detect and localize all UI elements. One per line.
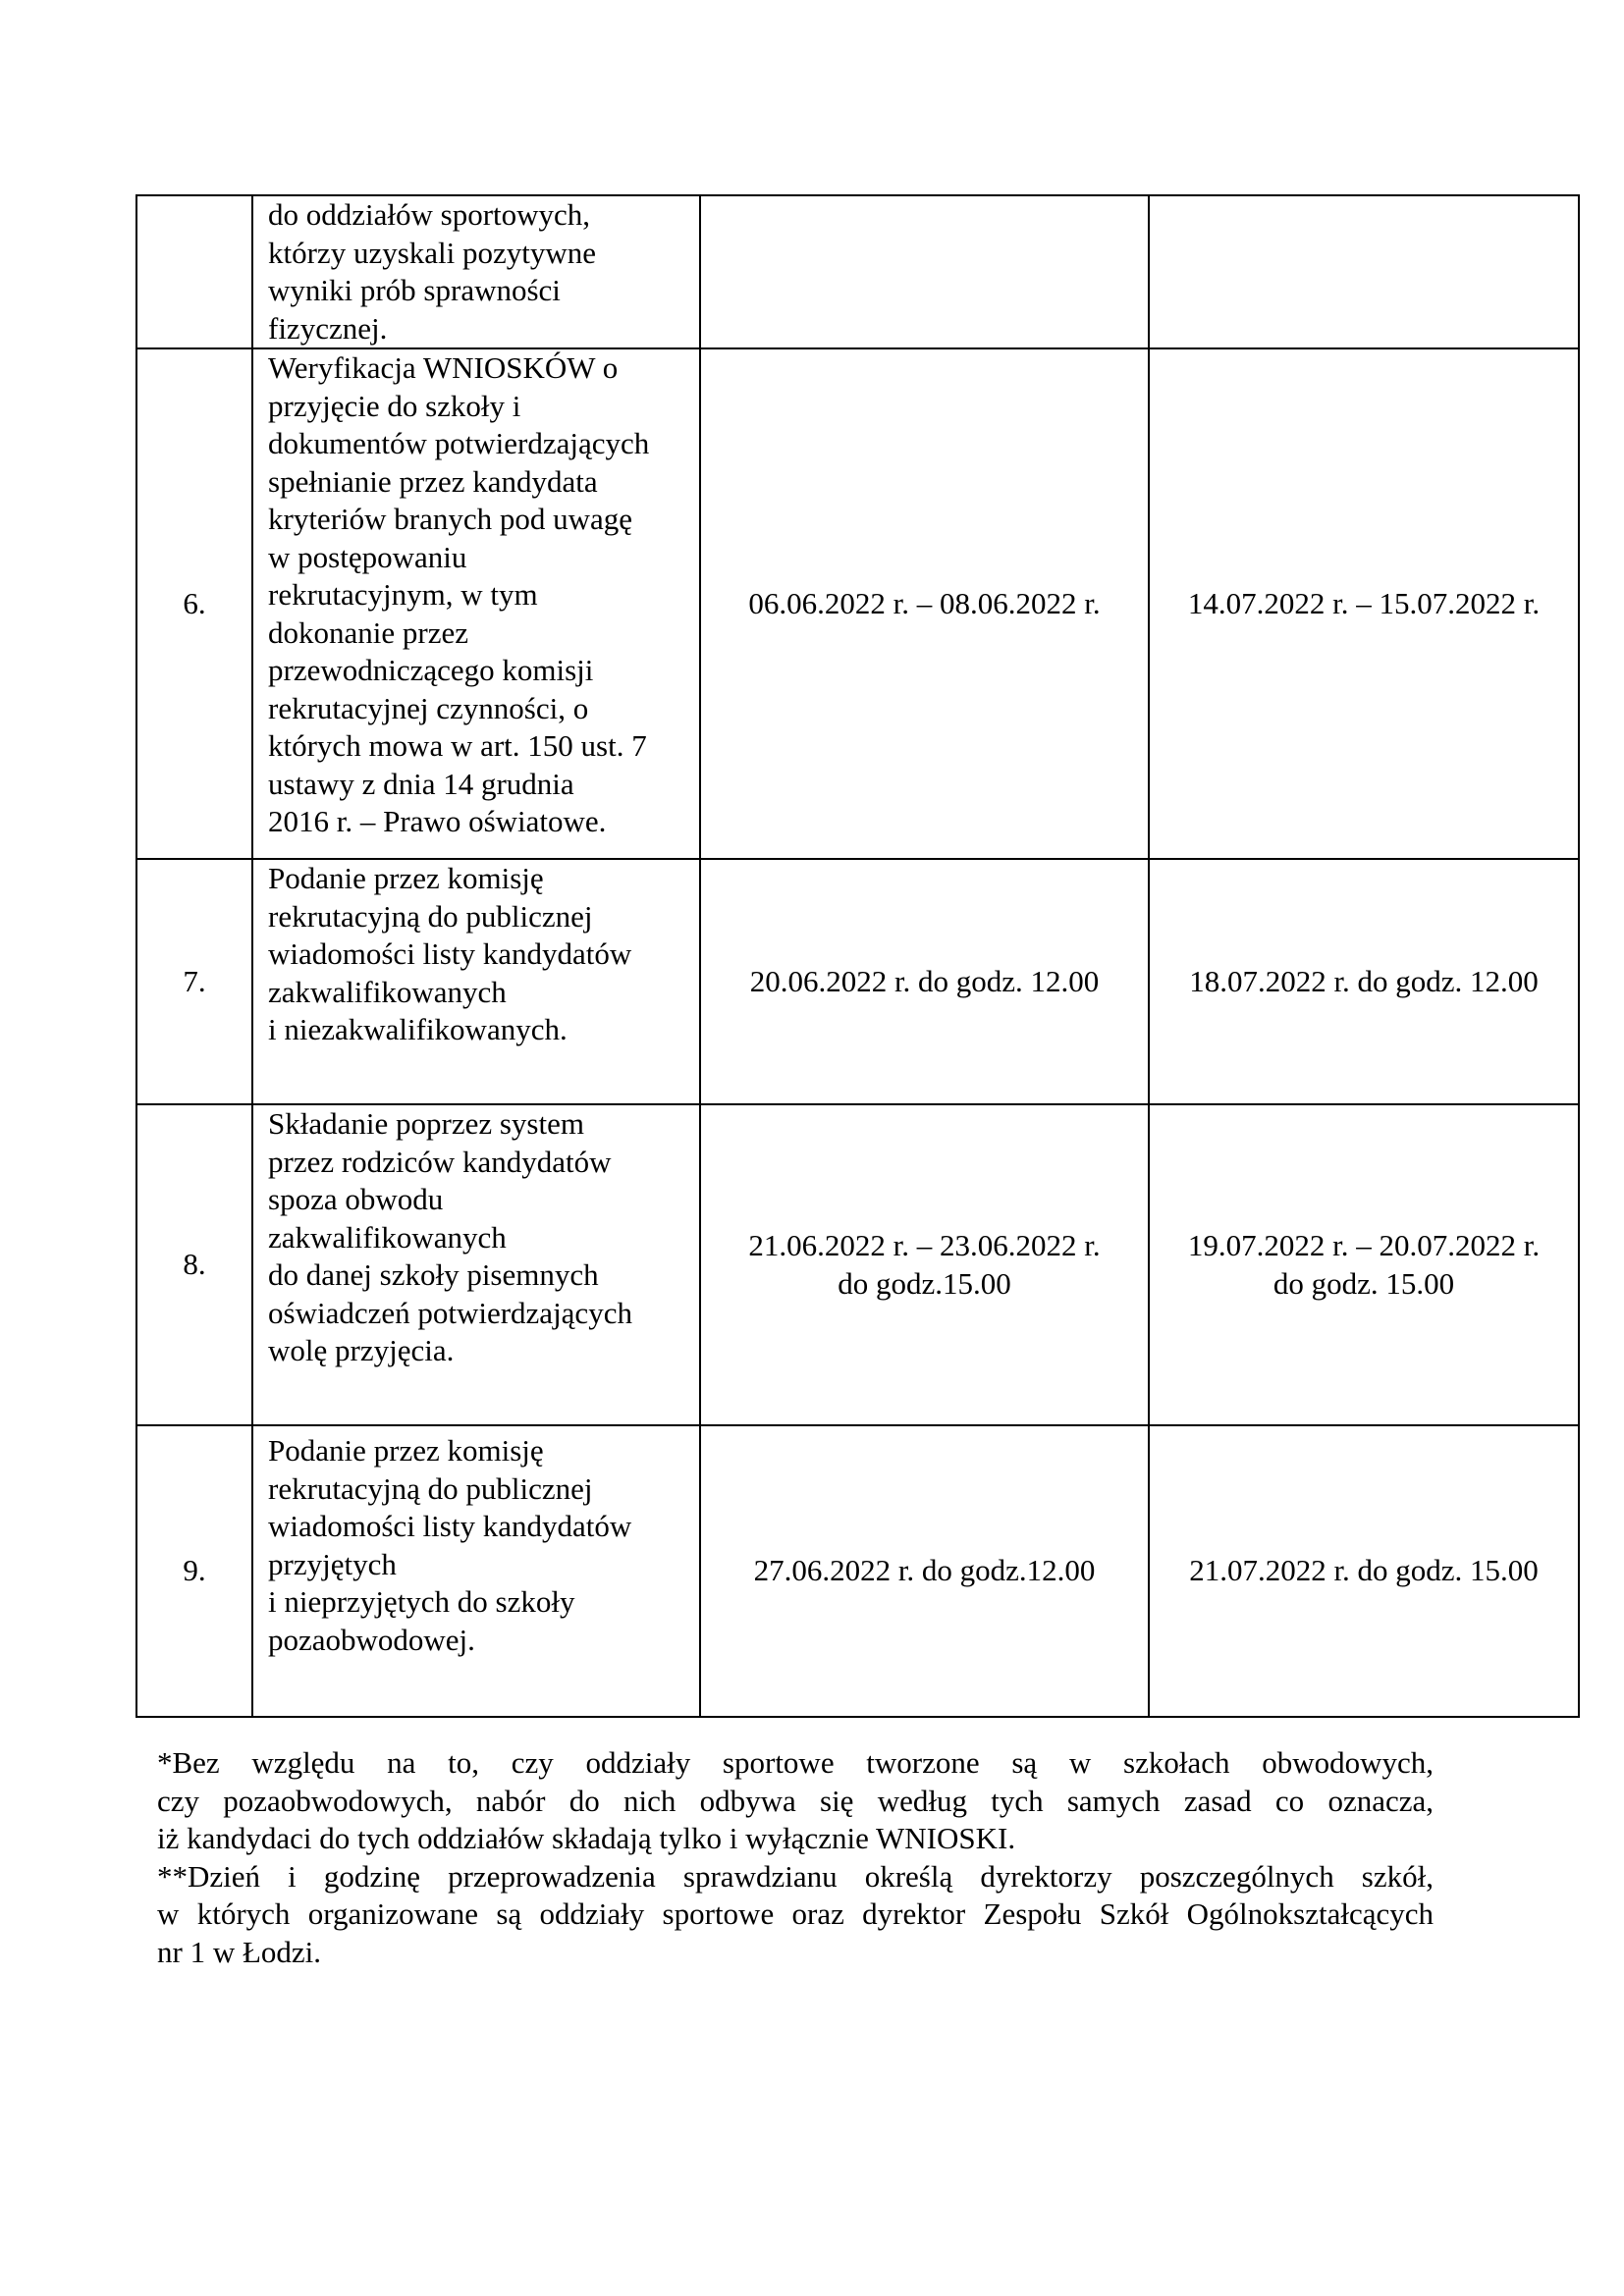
supplementary-term-line: 21.07.2022 r. do godz. 15.00 bbox=[1189, 1553, 1539, 1588]
supplementary-term-line: 19.07.2022 r. – 20.07.2022 r. bbox=[1187, 1228, 1541, 1262]
description-line: przewodniczącego komisji bbox=[268, 653, 594, 687]
supplementary-term-line: 18.07.2022 r. do godz. 12.00 bbox=[1189, 963, 1539, 998]
description-line: wyniki prób sprawności bbox=[268, 273, 561, 307]
description-line: 2016 r. – Prawo oświatowe. bbox=[268, 804, 607, 838]
footnote-line: czy pozaobwodowych, nabór do nich odbywa się według tych samych zasad co oznacza, bbox=[157, 1783, 1434, 1818]
row-number: 7. bbox=[183, 963, 206, 998]
main-term-line: 27.06.2022 r. do godz.12.00 bbox=[753, 1553, 1096, 1588]
description-line: dokonanie przez bbox=[268, 614, 468, 650]
main-recruitment-term-cell bbox=[700, 195, 1149, 348]
table-row bbox=[136, 859, 1579, 1104]
table-row bbox=[136, 348, 1579, 859]
supplementary-recruitment-term-cell bbox=[1149, 1104, 1579, 1425]
row-number: 8. bbox=[183, 1247, 206, 1282]
row-number: 6. bbox=[183, 585, 206, 620]
table-row bbox=[136, 195, 1579, 348]
description-line: którzy uzyskali pozytywne bbox=[268, 235, 597, 270]
supplementary-recruitment-term-cell bbox=[1149, 1425, 1579, 1717]
description-line: rekrutacyjną do publicznej bbox=[268, 1470, 593, 1506]
description-line: Weryfikacja WNIOSKÓW o bbox=[268, 350, 619, 385]
description-line: wolę przyjęcia. bbox=[268, 1333, 455, 1367]
description-line: rekrutacyjnej czynności, o bbox=[268, 690, 589, 725]
row-number: 9. bbox=[183, 1553, 206, 1588]
description-cell bbox=[252, 1104, 700, 1425]
description-line: Podanie przez komisję bbox=[268, 1433, 544, 1468]
main-recruitment-term-cell bbox=[700, 348, 1149, 859]
description-line: fizycznej. bbox=[268, 310, 388, 346]
row-number-cell bbox=[136, 859, 252, 1104]
description-line: pozaobwodowej. bbox=[268, 1622, 475, 1657]
row-number-cell bbox=[136, 195, 252, 348]
description-line: przez rodziców kandydatów bbox=[268, 1144, 612, 1179]
footnote-line: iż kandydaci do tych oddziałów składają tylko i wyłącznie WNIOSKI. bbox=[157, 1821, 1016, 1855]
description-line: Składanie poprzez system bbox=[268, 1106, 584, 1141]
supplementary-recruitment-term-cell bbox=[1149, 859, 1579, 1104]
row-number-cell bbox=[136, 1425, 252, 1717]
description-line: Podanie przez komisję bbox=[268, 861, 544, 895]
main-recruitment-term-cell bbox=[700, 1104, 1149, 1425]
description-line: przyjętych bbox=[268, 1546, 397, 1581]
description-line: rekrutacyjną do publicznej bbox=[268, 898, 593, 934]
row-number-cell bbox=[136, 1104, 252, 1425]
description-cell bbox=[252, 195, 700, 348]
recruitment-schedule-table bbox=[135, 194, 1580, 1718]
description-line: spełnianie przez kandydata bbox=[268, 463, 598, 499]
description-line: dokumentów potwierdzających bbox=[268, 426, 650, 460]
table-row bbox=[136, 1425, 1579, 1717]
row-number-cell bbox=[136, 348, 252, 859]
description-line: w postępowaniu bbox=[268, 539, 467, 574]
supplementary-term-line: do godz. 15.00 bbox=[1272, 1265, 1455, 1301]
description-cell bbox=[252, 1425, 700, 1717]
footnote-line: *Bez względu na to, czy oddziały sportowe tworzone są w szkołach obwodowych, bbox=[157, 1745, 1434, 1780]
supplementary-recruitment-term-cell bbox=[1149, 348, 1579, 859]
description-cell bbox=[252, 859, 700, 1104]
description-line: oświadczeń potwierdzających bbox=[268, 1295, 632, 1330]
supplementary-recruitment-term-cell bbox=[1149, 195, 1579, 348]
footnote-line: w których organizowane są oddziały sportowe oraz dyrektor Zespołu Szkół Ogólnokształcących bbox=[157, 1896, 1434, 1931]
description-line: rekrutacyjnym, w tym bbox=[268, 577, 538, 612]
main-term-line: do godz.15.00 bbox=[838, 1265, 1011, 1301]
main-recruitment-term-cell bbox=[700, 1425, 1149, 1717]
main-term-line: 06.06.2022 r. – 08.06.2022 r. bbox=[748, 585, 1101, 620]
description-line: do oddziałów sportowych, bbox=[268, 197, 591, 232]
footnote-line: **Dzień i godzinę przeprowadzenia sprawdzianu określą dyrektorzy poszczególnych szkół, bbox=[157, 1858, 1434, 1894]
description-line: do danej szkoły pisemnych bbox=[268, 1257, 599, 1292]
description-line: zakwalifikowanych bbox=[268, 1219, 507, 1255]
main-recruitment-term-cell bbox=[700, 859, 1149, 1104]
description-cell bbox=[252, 348, 700, 859]
main-term-line: 21.06.2022 r. – 23.06.2022 r. bbox=[748, 1228, 1101, 1262]
table-body bbox=[136, 195, 1579, 1717]
table-row bbox=[136, 1104, 1579, 1425]
description-line: i nieprzyjętych do szkoły bbox=[268, 1584, 575, 1619]
description-line: których mowa w art. 150 ust. 7 bbox=[268, 728, 647, 763]
footnotes bbox=[157, 1744, 1434, 1971]
description-line: kryteriów branych pod uwagę bbox=[268, 502, 633, 536]
footnote-line: nr 1 w Łodzi. bbox=[157, 1934, 322, 1969]
description-line: ustawy z dnia 14 grudnia bbox=[268, 766, 574, 801]
description-line: wiadomości listy kandydatów bbox=[268, 936, 632, 971]
description-line: i niezakwalifikowanych. bbox=[268, 1012, 568, 1046]
supplementary-term-line: 14.07.2022 r. – 15.07.2022 r. bbox=[1187, 585, 1541, 620]
main-term-line: 20.06.2022 r. do godz. 12.00 bbox=[749, 963, 1100, 998]
description-line: zakwalifikowanych bbox=[268, 974, 507, 1009]
description-line: wiadomości listy kandydatów bbox=[268, 1509, 632, 1543]
description-line: spoza obwodu bbox=[268, 1182, 444, 1216]
description-line: przyjęcie do szkoły i bbox=[268, 388, 521, 423]
